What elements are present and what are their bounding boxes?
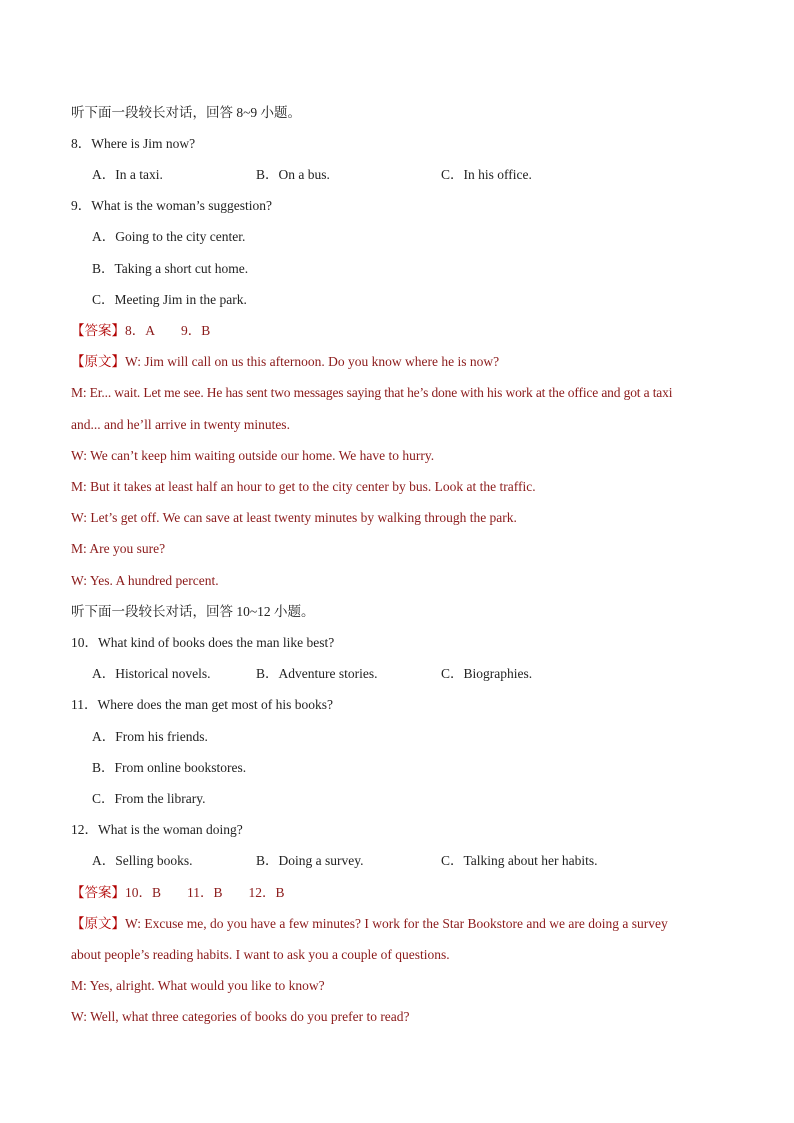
answer-tag: 【答案】 bbox=[71, 323, 125, 338]
transcript-line-3: and... and he’ll arrive in twenty minutes. bbox=[71, 417, 290, 432]
question-9-option-c: C．Meeting Jim in the park. bbox=[92, 292, 247, 307]
question-12-stem: 12．What is the woman doing? bbox=[71, 822, 243, 837]
transcript-line-2: M: Er... wait. Let me see. He has sent two messages saying that he’s done with his work at the office and got a taxi bbox=[71, 385, 673, 400]
question-11-option-c: C．From the library. bbox=[92, 791, 206, 806]
transcript-line-1 bbox=[71, 353, 499, 371]
answer-11: 11．B bbox=[187, 885, 223, 900]
answer-tag: 【答案】 bbox=[71, 885, 125, 900]
transcript-line-6: W: Let’s get off. We can save at least twenty minutes by walking through the park. bbox=[71, 510, 517, 525]
transcript-tag: 【原文】 bbox=[71, 354, 125, 369]
question-8-option-b: B．On a bus. bbox=[256, 167, 330, 182]
question-9-option-b: B．Taking a short cut home. bbox=[92, 261, 249, 276]
transcript-line-7: M: Are you sure? bbox=[71, 541, 166, 556]
transcript-text: W: Excuse me, do you have a few minutes? I work for the Star Bookstore and we are doing a survey bbox=[125, 916, 668, 931]
answer-line-10-12 bbox=[71, 884, 285, 902]
question-8-option-a: A．In a taxi. bbox=[92, 167, 163, 182]
question-9-option-a: A．Going to the city center. bbox=[92, 229, 246, 244]
question-12-option-a: A．Selling books. bbox=[92, 853, 193, 868]
question-9-stem: 9．What is the woman’s suggestion? bbox=[71, 198, 272, 213]
section-heading-8-9: 听下面一段较长对话，回答 8~9 小题。 bbox=[71, 105, 302, 120]
answer-line-8-9 bbox=[71, 322, 210, 340]
question-12-option-c: C．Talking about her habits. bbox=[441, 853, 598, 868]
transcript-2-line-1 bbox=[71, 915, 668, 933]
question-8-option-c: C．In his office. bbox=[441, 167, 532, 182]
transcript-2-line-4: W: Well, what three categories of books do you prefer to read? bbox=[71, 1009, 410, 1024]
question-11-stem: 11．Where does the man get most of his books? bbox=[71, 697, 333, 712]
question-11-option-b: B．From online bookstores. bbox=[92, 760, 247, 775]
question-10-stem: 10．What kind of books does the man like best? bbox=[71, 635, 335, 650]
transcript-line-4: W: We can’t keep him waiting outside our home. We have to hurry. bbox=[71, 448, 435, 463]
transcript-2-line-2: about people’s reading habits. I want to ask you a couple of questions. bbox=[71, 947, 450, 962]
answer-10: 10．B bbox=[125, 885, 162, 900]
transcript-tag: 【原文】 bbox=[71, 916, 125, 931]
section-heading-10-12: 听下面一段较长对话，回答 10~12 小题。 bbox=[71, 604, 315, 619]
answer-8: 8．A bbox=[125, 323, 155, 338]
question-10-option-a: A．Historical novels. bbox=[92, 666, 211, 681]
transcript-text: W: Jim will call on us this afternoon. Do you know where he is now? bbox=[125, 354, 500, 369]
question-10-option-c: C．Biographies. bbox=[441, 666, 533, 681]
transcript-line-5: M: But it takes at least half an hour to get to the city center by bus. Look at the traffic. bbox=[71, 479, 536, 494]
question-10-option-b: B．Adventure stories. bbox=[256, 666, 378, 681]
question-12-option-b: B．Doing a survey. bbox=[256, 853, 364, 868]
transcript-2-line-3: M: Yes, alright. What would you like to know? bbox=[71, 978, 325, 993]
question-11-option-a: A．From his friends. bbox=[92, 729, 208, 744]
answer-12: 12．B bbox=[248, 885, 285, 900]
transcript-line-8: W: Yes. A hundred percent. bbox=[71, 573, 219, 588]
answer-9: 9．B bbox=[181, 323, 211, 338]
question-8-stem: 8．Where is Jim now? bbox=[71, 136, 196, 151]
